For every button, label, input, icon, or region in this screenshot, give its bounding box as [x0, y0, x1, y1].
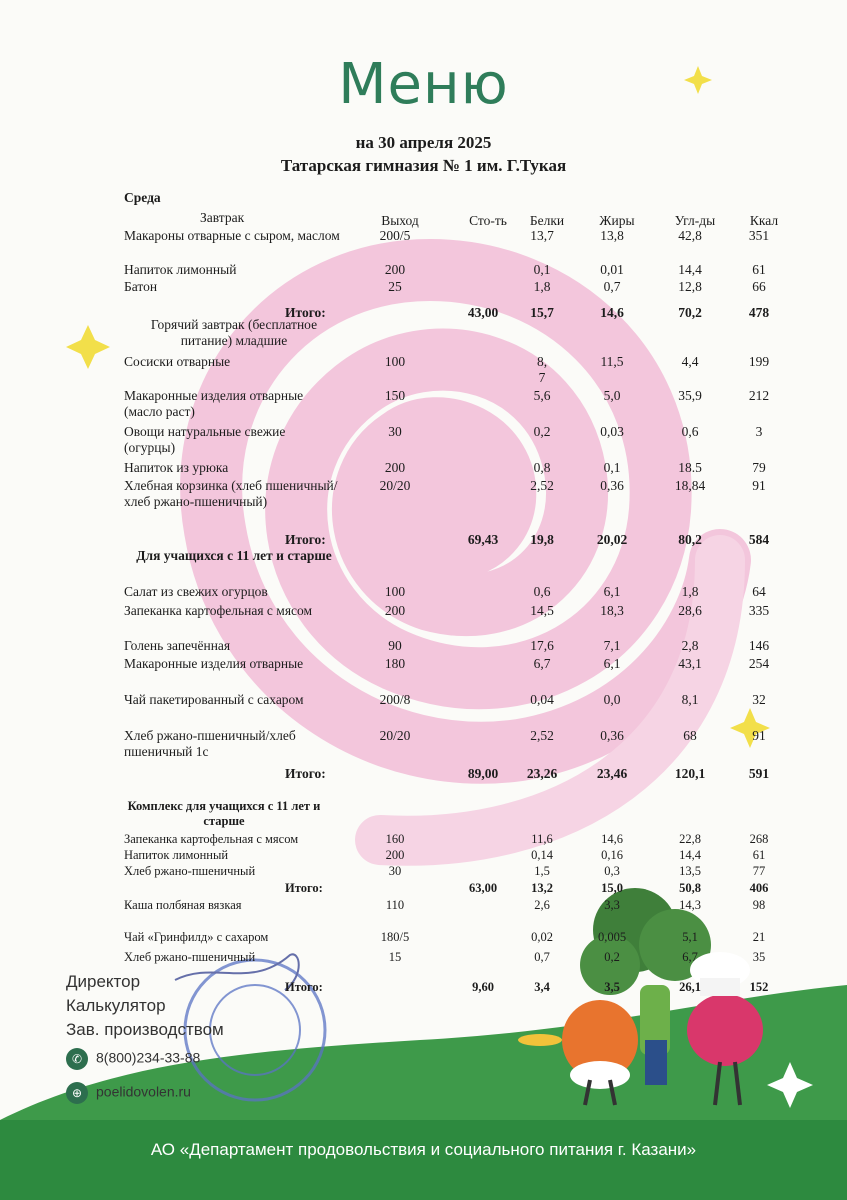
cell-protein: 23,26: [526, 766, 558, 781]
cell-cost: 63,00: [468, 881, 498, 895]
cell-carbs: 70,2: [678, 305, 702, 320]
cell-fat: 6,1: [603, 656, 621, 671]
cell-protein: 5,6: [533, 388, 551, 403]
section-older-students: Для учащихся с 11 лет и старше: [136, 548, 332, 563]
cell-carbs: 35,9: [678, 388, 702, 403]
cell-carbs: 12,8: [678, 279, 702, 294]
cell-output: 15: [388, 950, 402, 964]
dish-name: Хлеб ржано-пшеничный: [124, 950, 256, 964]
cell-output: 30: [388, 864, 402, 878]
cell-carbs: 14,4: [679, 848, 701, 862]
cell-kcal: 61: [752, 262, 766, 277]
cell-fat: 0,03: [600, 424, 624, 439]
cell-fat: 11,5: [600, 354, 624, 369]
cell-carbs: 68: [683, 728, 697, 743]
total-label: Итого:: [285, 980, 323, 994]
cell-fat: 0,2: [604, 950, 620, 964]
total-label: Итого:: [285, 881, 323, 895]
cell-fat: 18,3: [600, 603, 624, 618]
dish-name: Хлеб ржано-пшеничный/хлеб пшеничный 1с: [124, 728, 296, 759]
cell-kcal: 212: [748, 388, 770, 403]
dish-name: Хлебная корзинка (хлеб пшеничный/хлеб ржано-пшеничный): [124, 478, 338, 509]
cell-output: 150: [384, 388, 406, 403]
cell-kcal: 268: [749, 832, 769, 846]
cell-kcal: 146: [748, 638, 770, 653]
cell-fat: 3,3: [604, 898, 620, 912]
cell-fat: 5,0: [603, 388, 621, 403]
cell-carbs: 14,4: [678, 262, 702, 277]
dish-name: Запеканка картофельная с мясом: [124, 832, 299, 846]
total-label: Итого:: [285, 766, 326, 781]
cell-output: 25: [388, 279, 402, 294]
footer-bar: [0, 1120, 847, 1200]
cell-carbs: 8,1: [681, 692, 699, 707]
page-title: Меню: [338, 52, 509, 117]
cell-kcal: 591: [748, 766, 770, 781]
cell-output: 180: [384, 656, 406, 671]
cell-output: 200: [384, 460, 406, 475]
globe-icon: ⊕: [66, 1082, 88, 1104]
cell-carbs: 13,5: [679, 864, 701, 878]
cell-kcal: 91: [752, 478, 766, 493]
cell-protein: 15,7: [530, 305, 554, 320]
cell-carbs: 4,4: [681, 354, 699, 369]
cell-output: 160: [385, 832, 405, 846]
cell-carbs: 26,1: [679, 980, 701, 994]
cell-cost: 9,60: [472, 980, 494, 994]
column-header-output: Выход: [381, 213, 419, 228]
cell-protein: 13,2: [531, 881, 553, 895]
cell-protein: 1,5: [534, 864, 550, 878]
cell-kcal: 152: [749, 980, 769, 994]
cell-kcal: 61: [752, 848, 766, 862]
cell-output: 200: [384, 262, 406, 277]
cell-carbs: 28,6: [678, 603, 702, 618]
cell-carbs: 2,8: [681, 638, 699, 653]
cell-kcal: 351: [748, 228, 770, 243]
cell-output: 100: [384, 584, 406, 599]
cell-fat: 0,01: [600, 262, 624, 277]
dish-name: Чай «Гринфилд» с сахаром: [124, 930, 269, 944]
cell-kcal: 199: [748, 354, 770, 369]
cell-output: 200/5: [379, 228, 411, 243]
signature-calculator: Калькулятор: [66, 996, 166, 1015]
cell-carbs: 50,8: [679, 881, 701, 895]
column-header-kcal: Ккал: [749, 213, 779, 228]
cell-protein: 17,6: [530, 638, 554, 653]
website-link[interactable]: poelidovolen.ru: [96, 1083, 191, 1100]
cell-output: 30: [388, 424, 402, 439]
phone-icon: ✆: [66, 1048, 88, 1070]
cell-protein: 0,8: [533, 460, 551, 475]
cell-carbs: 18,84: [674, 478, 706, 493]
signature-manager: Зав. производством: [66, 1020, 224, 1039]
cell-protein: 0,04: [530, 692, 554, 707]
total-label: Итого:: [285, 532, 326, 547]
cell-fat: 7,1: [603, 638, 621, 653]
cell-kcal: 77: [752, 864, 766, 878]
dish-name: Салат из свежих огурцов: [124, 584, 268, 599]
dish-name: Макаронные изделия отварные (масло раст): [124, 388, 304, 419]
cell-protein: 6,7: [533, 656, 551, 671]
cell-kcal: 254: [748, 656, 770, 671]
cell-fat: 14,6: [601, 832, 623, 846]
column-header-protein: Белки: [529, 213, 565, 228]
cell-fat: 0,36: [600, 478, 624, 493]
cell-fat: 13,8: [600, 228, 624, 243]
dish-name: Макароны отварные с сыром, маслом: [124, 228, 340, 243]
cell-protein: 19,8: [530, 532, 554, 547]
dish-name: Голень запечённая: [124, 638, 231, 653]
cell-output: 200/8: [379, 692, 411, 707]
cell-carbs: 43,1: [678, 656, 702, 671]
cell-output: 180/5: [380, 930, 410, 944]
dish-name: Хлеб ржано-пшеничный: [124, 864, 256, 878]
cell-carbs: 1,8: [681, 584, 699, 599]
dish-name: Каша полбяная вязкая: [124, 898, 242, 912]
column-header-fat: Жиры: [599, 213, 635, 228]
cell-protein: 0,6: [533, 584, 551, 599]
day-label: Среда: [124, 190, 161, 205]
cell-kcal: 406: [749, 881, 769, 895]
dish-name: Батон: [124, 279, 158, 294]
dish-name: Напиток лимонный: [124, 848, 229, 862]
section-complex: Комплекс для учащихся с 11 лет и старше: [127, 799, 321, 828]
school-name: Татарская гимназия № 1 им. Г.Тукая: [280, 156, 567, 175]
dish-name: Запеканка картофельная с мясом: [124, 603, 313, 618]
cell-protein: 0,1: [533, 262, 551, 277]
cell-output: 90: [388, 638, 402, 653]
cell-fat: 6,1: [603, 584, 621, 599]
cell-protein: 0,2: [533, 424, 551, 439]
cell-carbs: 42,8: [678, 228, 702, 243]
dish-name: Напиток из урюка: [124, 460, 229, 475]
cell-fat: 23,46: [596, 766, 628, 781]
cell-fat: 0,3: [604, 864, 620, 878]
dish-name: Сосиски отварные: [124, 354, 231, 369]
cell-protein: 8, 7: [536, 354, 548, 385]
cell-protein: 0,7: [534, 950, 550, 964]
section-hot-breakfast: Горячий завтрак (бесплатное питание) младшие: [150, 317, 318, 348]
cell-protein: 14,5: [530, 603, 554, 618]
cell-fat: 15,0: [601, 881, 623, 895]
dish-name: Напиток лимонный: [124, 262, 237, 277]
cell-kcal: 3: [755, 424, 763, 439]
cell-output: 100: [384, 354, 406, 369]
cell-fat: 0,1: [603, 460, 621, 475]
cell-fat: 0,36: [600, 728, 624, 743]
cell-protein: 2,6: [534, 898, 550, 912]
cell-fat: 0,0: [603, 692, 621, 707]
phone-number: 8(800)234-33-88: [96, 1049, 201, 1066]
section-breakfast: Завтрак: [200, 210, 245, 225]
cell-carbs: 18.5: [678, 460, 702, 475]
cell-output: 20/20: [379, 728, 411, 743]
signature-director: Директор: [66, 972, 141, 991]
cell-protein: 1,8: [533, 279, 551, 294]
cell-protein: 0,02: [531, 930, 553, 944]
cell-kcal: 32: [752, 692, 766, 707]
total-label: Итого:: [285, 305, 326, 320]
cell-cost: 89,00: [467, 766, 499, 781]
cell-cost: 43,00: [467, 305, 499, 320]
cell-kcal: 66: [752, 279, 766, 294]
cell-fat: 3,5: [604, 980, 620, 994]
cell-kcal: 35: [752, 950, 766, 964]
cell-protein: 2,52: [530, 478, 554, 493]
cell-fat: 0,005: [597, 930, 627, 944]
cell-cost: 69,43: [467, 532, 499, 547]
cell-kcal: 335: [748, 603, 770, 618]
phone-contact: [66, 1048, 200, 1070]
star-icon: [66, 325, 110, 369]
cell-kcal: 584: [748, 532, 770, 547]
cell-fat: 0,16: [601, 848, 623, 862]
cell-fat: 0,7: [603, 279, 621, 294]
cell-carbs: 22,8: [679, 832, 701, 846]
cell-carbs: 6,7: [682, 950, 698, 964]
menu-date: на 30 апреля 2025: [355, 133, 492, 152]
cell-protein: 2,52: [530, 728, 554, 743]
cell-output: 200: [384, 603, 406, 618]
cell-kcal: 91: [752, 728, 766, 743]
cell-carbs: 14,3: [679, 898, 701, 912]
dish-name: Овощи натуральные свежие (огурцы): [124, 424, 286, 455]
footer-text: АО «Департамент продовольствия и социального питания г. Казани»: [150, 1140, 697, 1159]
cell-protein: 3,4: [534, 980, 550, 994]
cell-protein: 13,7: [530, 228, 554, 243]
cell-protein: 11,6: [531, 832, 553, 846]
column-header-carbs: Угл-ды: [674, 213, 716, 228]
cell-output: 20/20: [379, 478, 411, 493]
cell-kcal: 21: [752, 930, 766, 944]
cell-output: 200: [385, 848, 405, 862]
cell-kcal: 79: [752, 460, 766, 475]
website-contact: [66, 1082, 191, 1104]
cell-carbs: 0,6: [681, 424, 699, 439]
column-header-cost: Сто-ть: [469, 213, 507, 228]
cell-output: 110: [385, 898, 405, 912]
cell-carbs: 80,2: [678, 532, 702, 547]
cell-fat: 20,02: [596, 532, 628, 547]
cell-fat: 14,6: [600, 305, 624, 320]
cell-protein: 0,14: [531, 848, 553, 862]
cell-kcal: 98: [752, 898, 766, 912]
cell-carbs: 120,1: [674, 766, 706, 781]
cell-kcal: 64: [752, 584, 766, 599]
cell-carbs: 5,1: [682, 930, 698, 944]
cell-kcal: 478: [748, 305, 770, 320]
dish-name: Чай пакетированный с сахаром: [124, 692, 304, 707]
dish-name: Макаронные изделия отварные: [124, 656, 304, 671]
